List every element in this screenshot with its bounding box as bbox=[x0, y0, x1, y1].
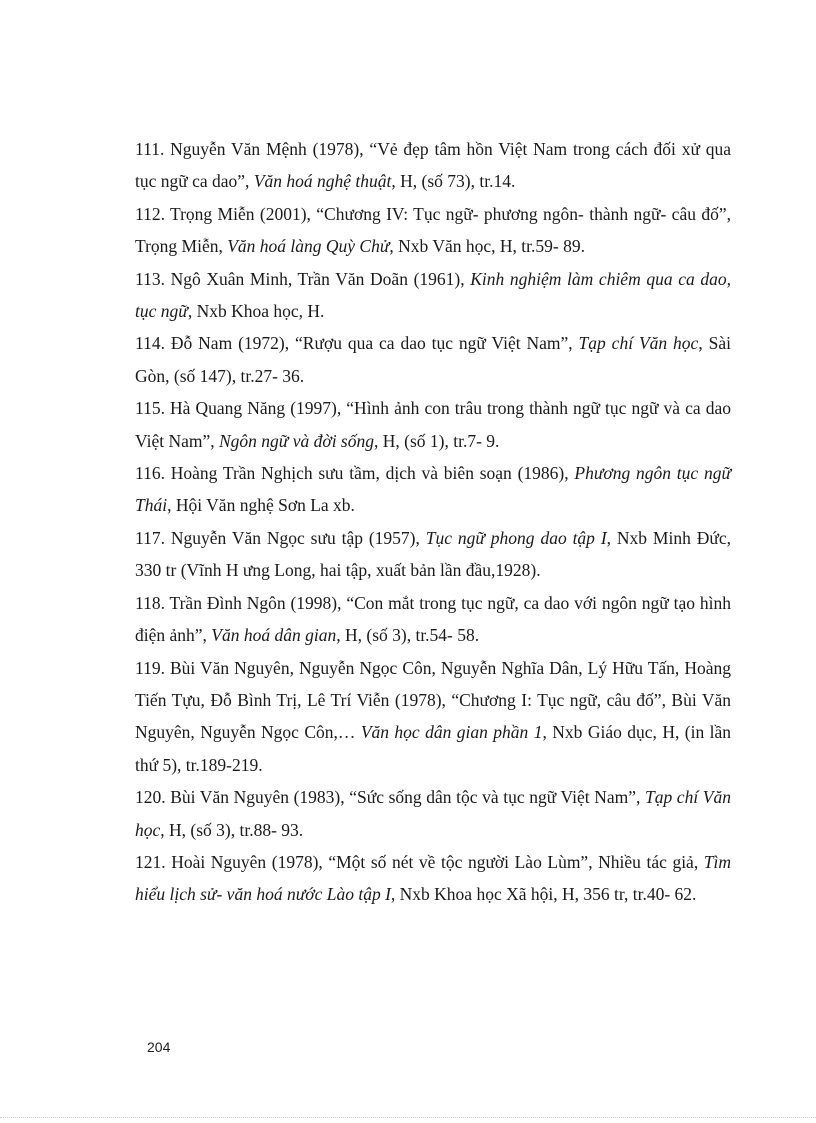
page-bottom-divider bbox=[0, 1117, 816, 1118]
reference-entry-119: 119. Bùi Văn Nguyên, Nguyễn Ngọc Côn, Nguyễn Nghĩa Dân, Lý Hữu Tấn, Hoàng Tiến Tựu, Đỗ Bình Trị, Lê Trí Viễn (1978), “Chương I: Tục ngữ, câu đố”, Bùi Văn Nguyên, Nguyễn Ngọc Côn,… Văn học dân gian phần 1, Nxb Giáo dục, H, (in lần thứ 5), tr.189-219. bbox=[135, 657, 731, 775]
reference-entry-115: 115. Hà Quang Năng (1997), “Hình ảnh con trâu trong thành ngữ tục ngữ và ca dao Việt Nam”, Ngôn ngữ và đời sống, H, (số 1), tr.7- 9. bbox=[135, 398, 731, 451]
page-number: 204 bbox=[147, 1039, 171, 1055]
reference-entry-116: 116. Hoàng Trần Nghịch sưu tầm, dịch và biên soạn (1986), Phương ngôn tục ngữ Thái, Hội Văn nghệ Sơn La xb. bbox=[135, 463, 731, 516]
reference-entry-121: 121. Hoài Nguyên (1978), “Một số nét về tộc người Lào Lùm”, Nhiều tác giả, Tìm hiểu lịch sử- văn hoá nước Lào tập I, Nxb Khoa học Xã hội, H, 356 tr, tr.40- 62. bbox=[135, 851, 731, 905]
reference-entry-120: 120. Bùi Văn Nguyên (1983), “Sức sống dân tộc và tục ngữ Việt Nam”, Tạp chí Văn học, H, (số 3), tr.88- 93. bbox=[135, 787, 731, 840]
reference-entry-114: 114. Đỗ Nam (1972), “Rượu qua ca dao tục ngữ Việt Nam”, Tạp chí Văn học, Sài Gòn, (số 147), tr.27- 36. bbox=[135, 333, 731, 386]
reference-entry-112: 112. Trọng Miễn (2001), “Chương IV: Tục ngữ- phương ngôn- thành ngữ- câu đố”, Trọng Miễn, Văn hoá làng Quỳ Chử, Nxb Văn học, H, tr.59- 89. bbox=[135, 203, 731, 257]
reference-entry-113: 113. Ngô Xuân Minh, Trần Văn Doãn (1961), Kinh nghiệm làm chiêm qua ca dao, tục ngữ, Nxb Khoa học, H. bbox=[135, 268, 731, 322]
reference-entry-117: 117. Nguyễn Văn Ngọc sưu tập (1957), Tục ngữ phong dao tập I, Nxb Minh Đức, 330 tr (Vĩnh H ưng Long, hai tập, xuất bản lần đầu,1928). bbox=[135, 527, 731, 581]
reference-entry-111: 111. Nguyễn Văn Mệnh (1978), “Vẻ đẹp tâm hồn Việt Nam trong cách đối xử qua tục ngữ ca dao”, Văn hoá nghệ thuật, H, (số 73), tr.14. bbox=[135, 139, 731, 192]
reference-entry-118: 118. Trần Đình Ngôn (1998), “Con mắt trong tục ngữ, ca dao với ngôn ngữ tạo hình điện ảnh”, Văn hoá dân gian, H, (số 3), tr.54- 58. bbox=[135, 592, 731, 646]
reference-list bbox=[135, 133, 731, 911]
